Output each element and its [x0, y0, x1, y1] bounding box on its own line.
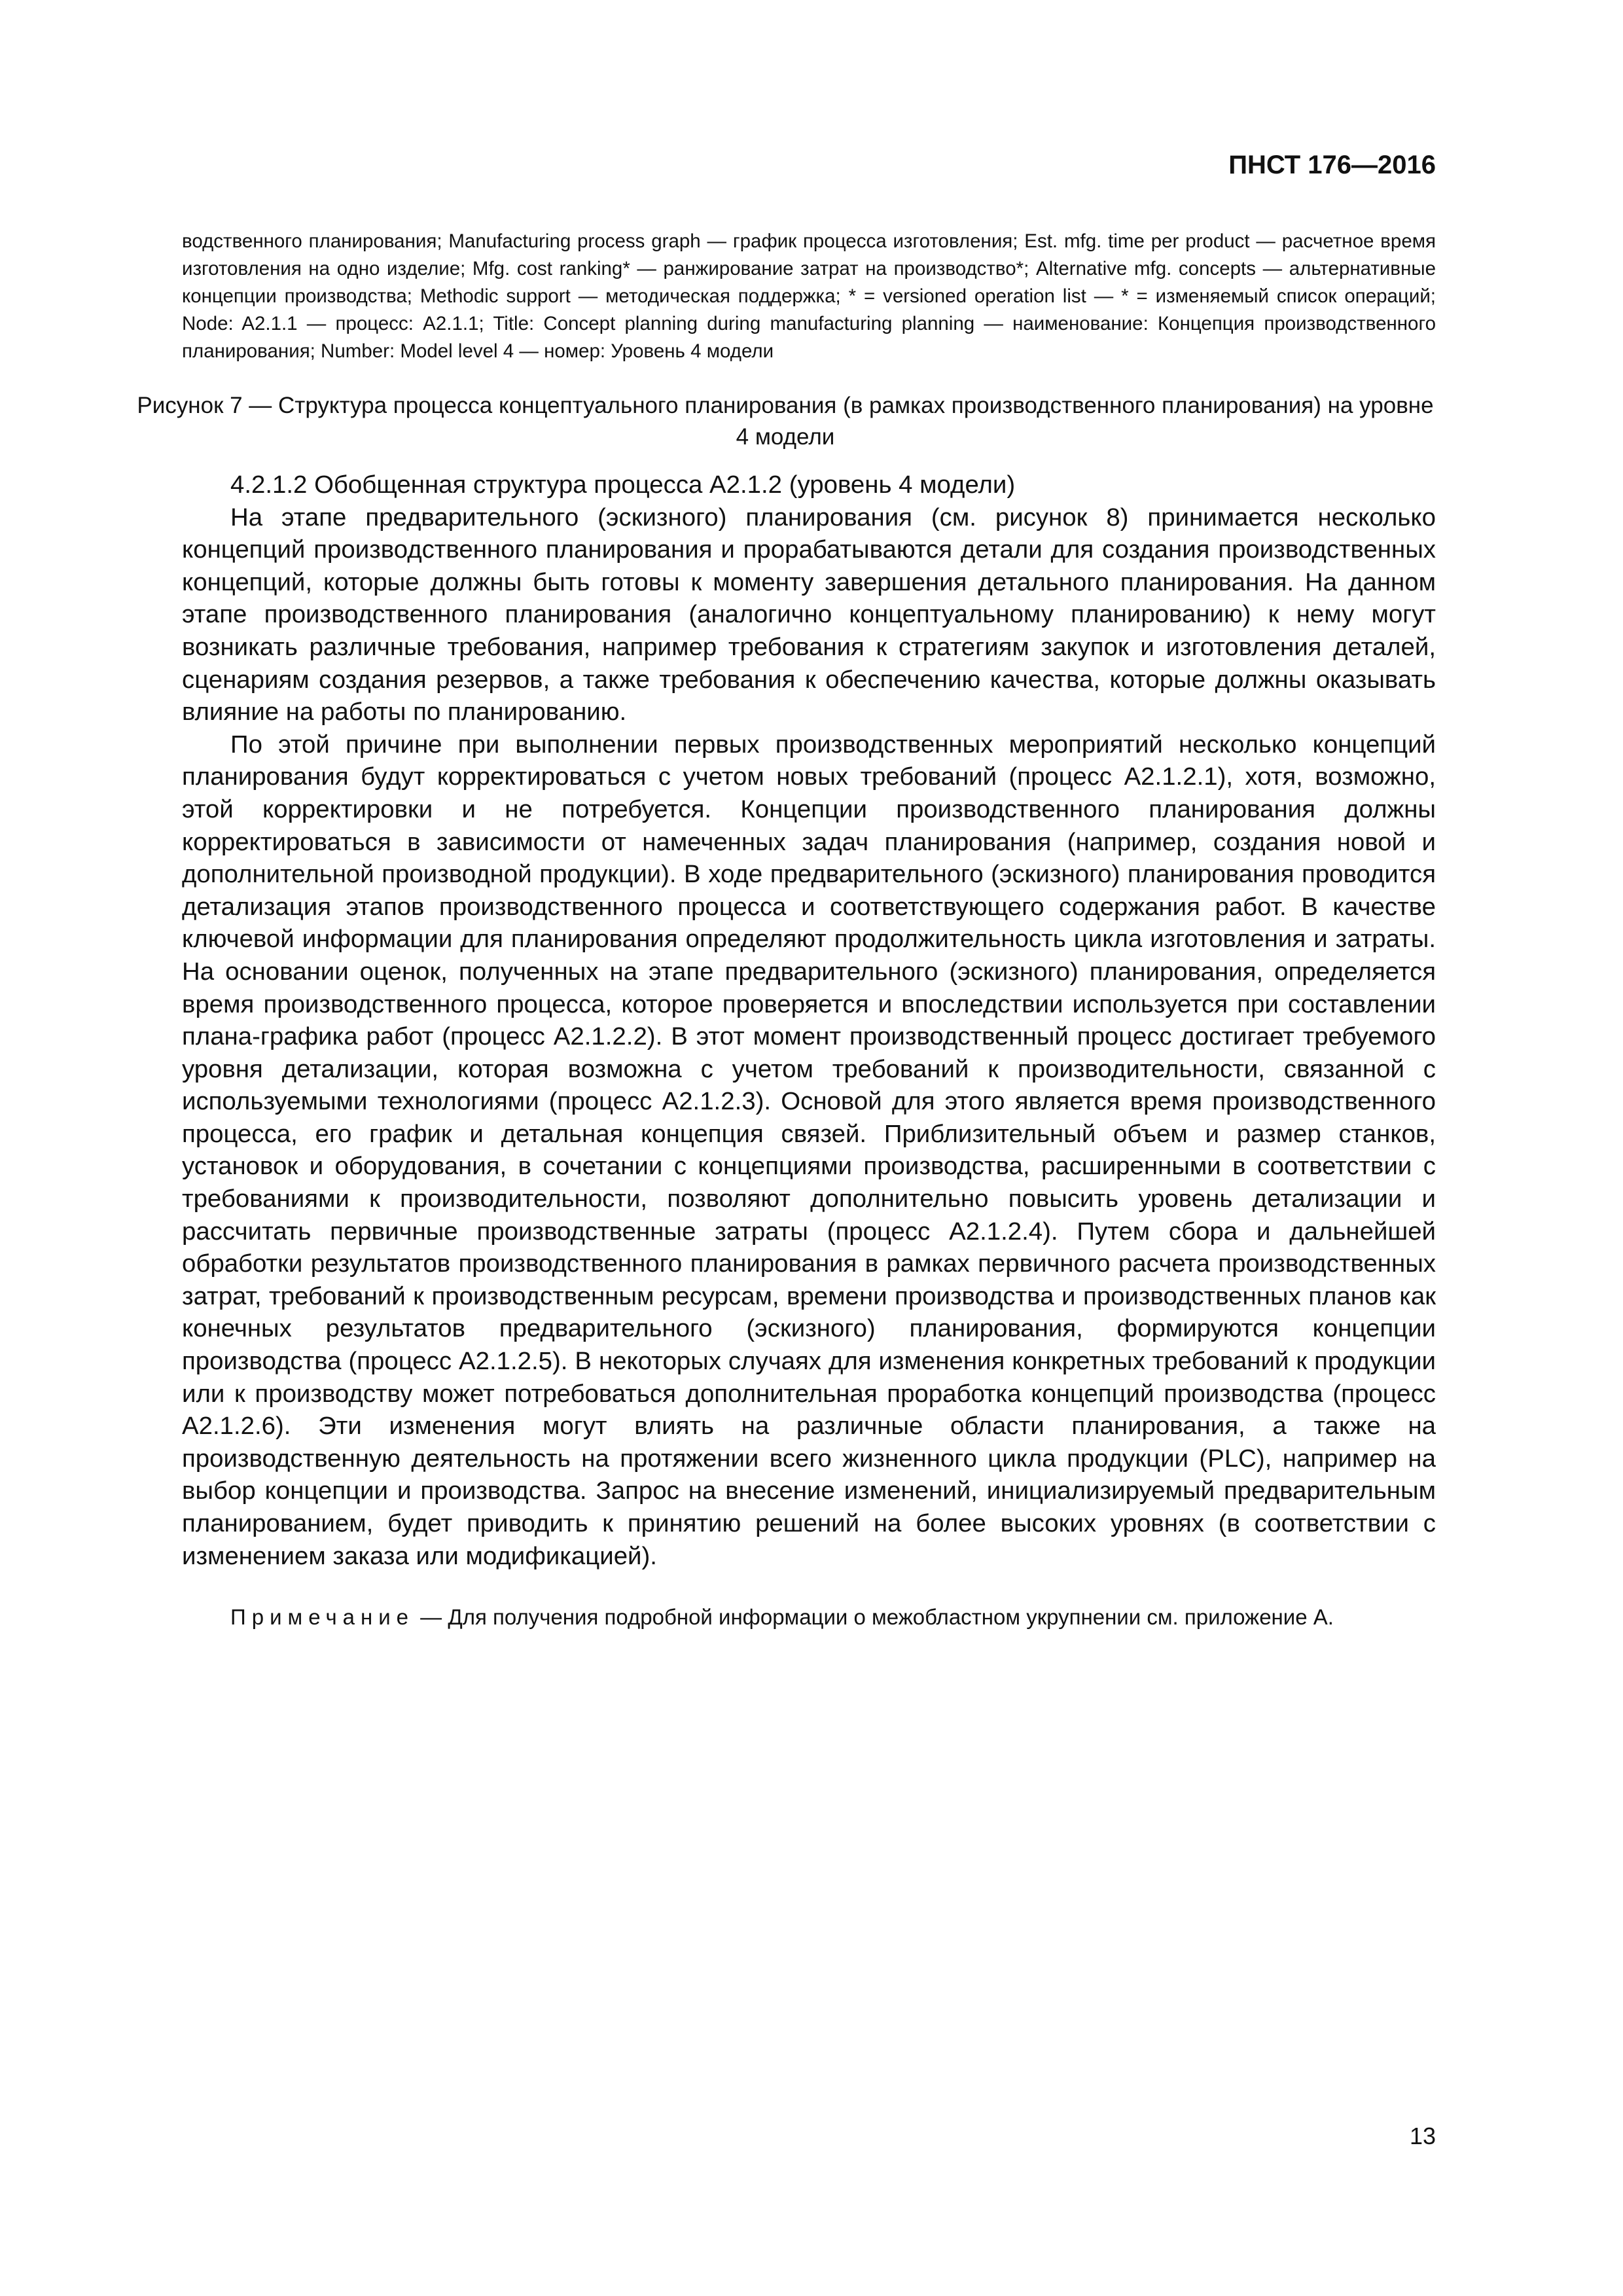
figure-caption: Рисунок 7 — Структура процесса концептуального планирования (в рамках производственного планирования) на уровне 4 модели: [137, 393, 1434, 450]
figure-legend: водственного планирования; Manufacturing process graph — график процесса изготовления; Est. mfg. time per product — расчетное время изготовления на одно изделие; Mfg. cost ranking* — ранжирование затрат на производство*; Alternative mfg. concepts — альтернативные концепции производства; Methodic support — методическая поддержка; * = versioned operation list — * = изменяемый список операций; Node: A2.1.1 — процесс: A2.1.1; Title: Concept planning during manufacturing planning — наименование: Концепция производственного планирования; Number: Model level 4 — номер: Уровень 4 модели: [182, 230, 1436, 362]
note-label: Примечание: [230, 1605, 415, 1629]
section-body: [182, 469, 1436, 1572]
note: [182, 1602, 1436, 1632]
body-paragraph: На этапе предварительного (эскизного) планирования (см. рисунок 8) принимается несколько концепций производственного планирования и прорабатываются детали для создания производственных концепций, которые должны быть готовы к моменту завершения детального планирования. На данном этапе производственного планирования (аналогично концептуальному планированию) к нему могут возникать различные требования, например требования к стратегиям закупок и изготовления деталей, сценариям создания резервов, а также требования к обеспечению качества, которые должны оказывать влияние на работы по планированию.: [182, 503, 1436, 726]
document-id-header: ПНСТ 176—2016: [1228, 151, 1436, 179]
section-heading: 4.2.1.2 Обобщенная структура процесса А2.1.2 (уровень 4 модели): [230, 471, 1016, 499]
note-text: — Для получения подробной информации о межобластном укрупнении см. приложение А.: [414, 1605, 1334, 1629]
page-number: 13: [1409, 2123, 1436, 2149]
body-paragraph: По этой причине при выполнении первых производственных мероприятий несколько концепций планирования будут корректироваться с учетом новых требований (процесс А2.1.2.1), хотя, возможно, этой корректировки и не потребуется. Концепции производственного планирования должны корректироваться в зависимости от намеченных задач планирования (например, создания новой и дополнительной производной продукции). В ходе предварительного (эскизного) планирования проводится детализация этапов производственного процесса и соответствующего содержания работ. В качестве ключевой информации для планирования определяют продолжительность цикла изготовления и затраты. На основании оценок, полученных на этапе предварительного (эскизного) планирования, определяется время производственного процесса, которое проверяется и впоследствии используется при составлении плана-графика работ (процесс А2.1.2.2). В этот момент производственный процесс достигает требуемого уровня детализации, которая возможна с учетом требований к производительности, связанной с используемыми технологиями (процесс А2.1.2.3). Основой для этого является время производственного процесса, его график и детальная концепция связей. Приблизительный объем и размер станков, установок и оборудования, в сочетании с концепциями производства, расширенными в соответствии с требованиями к производительности, позволяют дополнительно повысить уровень детализации и рассчитать первичные производственные затраты (процесс А2.1.2.4). Путем сбора и дальнейшей обработки результатов производственного планирования в рамках первичного расчета производственных затрат, требований к производственным ресурсам, времени производства и производственных планов как конечных результатов предварительного (эскизного) планирования, формируются концепции производства (процесс А2.1.2.5). В некоторых случаях для изменения конкретных требований к продукции или к производству может потребоваться дополнительная проработка концепций производства (процесс А2.1.2.6). Эти изменения могут влиять на различные области планирования, а также на производственную деятельность на протяжении всего жизненного цикла продукции (PLC), например на выбор концепции и производства. Запрос на внесение изменений, инициализируемый предварительным планированием, будет приводить к принятию решений на более высоких уровнях (в соответствии с изменением заказа или модификацией).: [182, 730, 1436, 1570]
